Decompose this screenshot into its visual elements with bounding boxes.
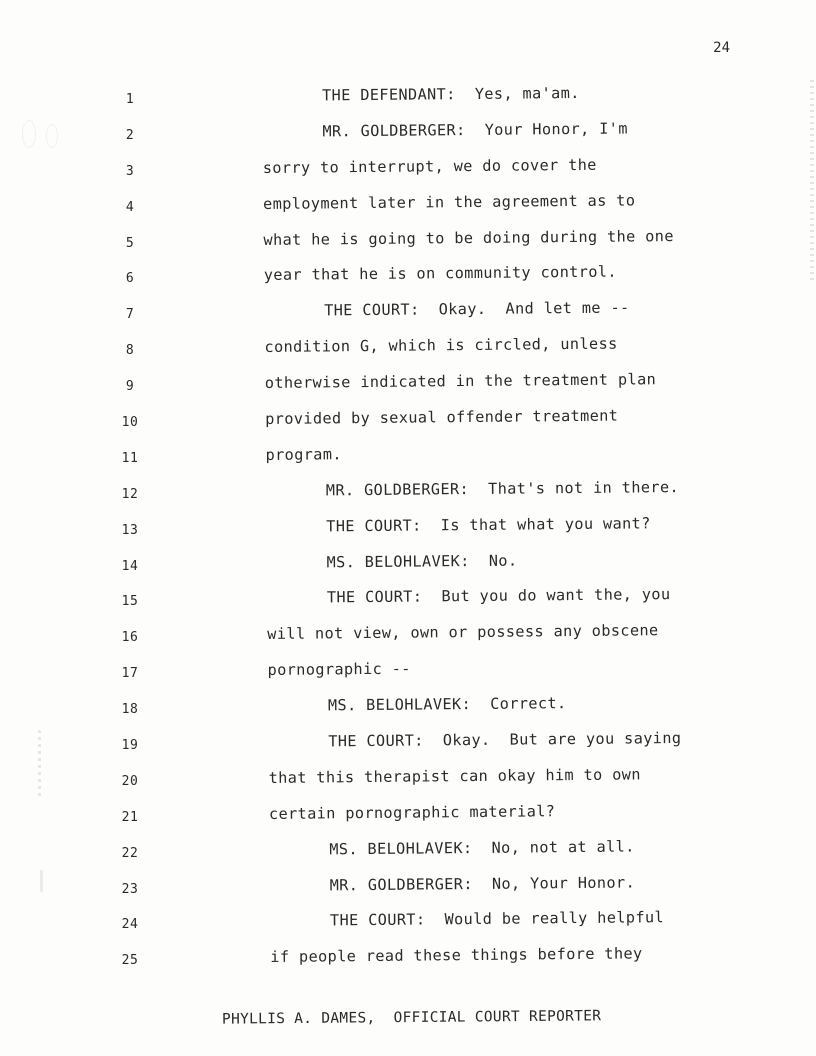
line-number: 19	[121, 738, 139, 754]
transcript-line: MR. GOLDBERGER: That's not in there.	[325, 477, 680, 500]
line-number: 1	[125, 92, 135, 107]
line-number: 21	[121, 809, 139, 825]
transcript-line: condition G, which is circled, unless	[264, 334, 618, 357]
court-reporter-footer: PHYLLIS A. DAMES, OFFICIAL COURT REPORTER	[221, 1008, 602, 1028]
scan-edge-artifact	[810, 80, 814, 280]
transcript-line: MS. BELOHLAVEK: Correct.	[327, 694, 567, 715]
transcript-line: otherwise indicated in the treatment plan	[264, 370, 657, 393]
transcript-line: THE COURT: Okay. And let me --	[324, 298, 630, 320]
line-number: 9	[125, 379, 135, 395]
transcript-line: year that he is on community control.	[263, 263, 618, 285]
transcript-line: pornographic --	[267, 659, 411, 680]
line-number: 20	[121, 773, 139, 789]
transcript-line: if people read these things before they	[270, 944, 643, 967]
line-number: 8	[125, 343, 135, 359]
transcript-line: THE COURT: But you do want the, you	[326, 585, 671, 607]
line-number: 2	[125, 127, 135, 143]
line-number: 25	[121, 953, 139, 969]
line-number: 10	[121, 415, 139, 431]
transcript-line: THE COURT: Is that what you want?	[326, 513, 651, 536]
line-number: 24	[121, 917, 139, 933]
line-number-column	[100, 90, 160, 987]
line-number: 14	[121, 558, 139, 574]
transcript-line: THE COURT: Would be really helpful	[329, 908, 665, 930]
line-number: 15	[121, 594, 139, 610]
page-number: 24	[713, 40, 730, 56]
transcript-line: employment later in the agreement as to	[263, 191, 636, 213]
transcript-line: MS. BELOHLAVEK: No.	[326, 551, 518, 571]
transcript-line: MR. GOLDBERGER: No, Your Honor.	[329, 873, 636, 894]
transcript-line: will not view, own or possess any obscene	[267, 621, 659, 644]
line-number: 13	[121, 522, 139, 538]
transcript-line: THE COURT: Okay. But are you saying	[328, 729, 682, 751]
transcript-line: program.	[265, 445, 342, 464]
line-number: 7	[125, 307, 135, 323]
scan-artifact	[38, 730, 41, 800]
line-number: 16	[121, 630, 139, 646]
line-number: 23	[121, 881, 139, 897]
scan-artifact	[22, 120, 36, 148]
line-number: 4	[125, 199, 135, 215]
transcript-line: provided by sexual offender treatment	[265, 406, 619, 428]
transcript-line: sorry to interrupt, we do cover the	[262, 155, 597, 177]
transcript-line: what he is going to be doing during the one	[263, 226, 674, 249]
transcript-line: certain pornographic material?	[268, 802, 556, 823]
transcript-line: THE DEFENDANT: Yes, ma'am.	[322, 83, 580, 105]
transcript-line: MS. BELOHLAVEK: No, not at all.	[329, 837, 635, 859]
line-number: 3	[125, 163, 135, 179]
line-number: 17	[121, 666, 139, 682]
scan-artifact	[40, 870, 43, 892]
line-number: 6	[125, 271, 135, 287]
transcript-line: MR. GOLDBERGER: Your Honor, I'm	[322, 119, 628, 141]
line-number: 11	[121, 450, 139, 466]
line-number: 18	[121, 702, 139, 718]
line-number: 12	[121, 486, 139, 502]
line-number: 5	[125, 235, 135, 251]
transcript-body	[262, 81, 761, 983]
line-number: 22	[121, 845, 139, 861]
scan-artifact	[46, 124, 58, 148]
transcript-line: that this therapist can okay him to own	[268, 765, 641, 787]
